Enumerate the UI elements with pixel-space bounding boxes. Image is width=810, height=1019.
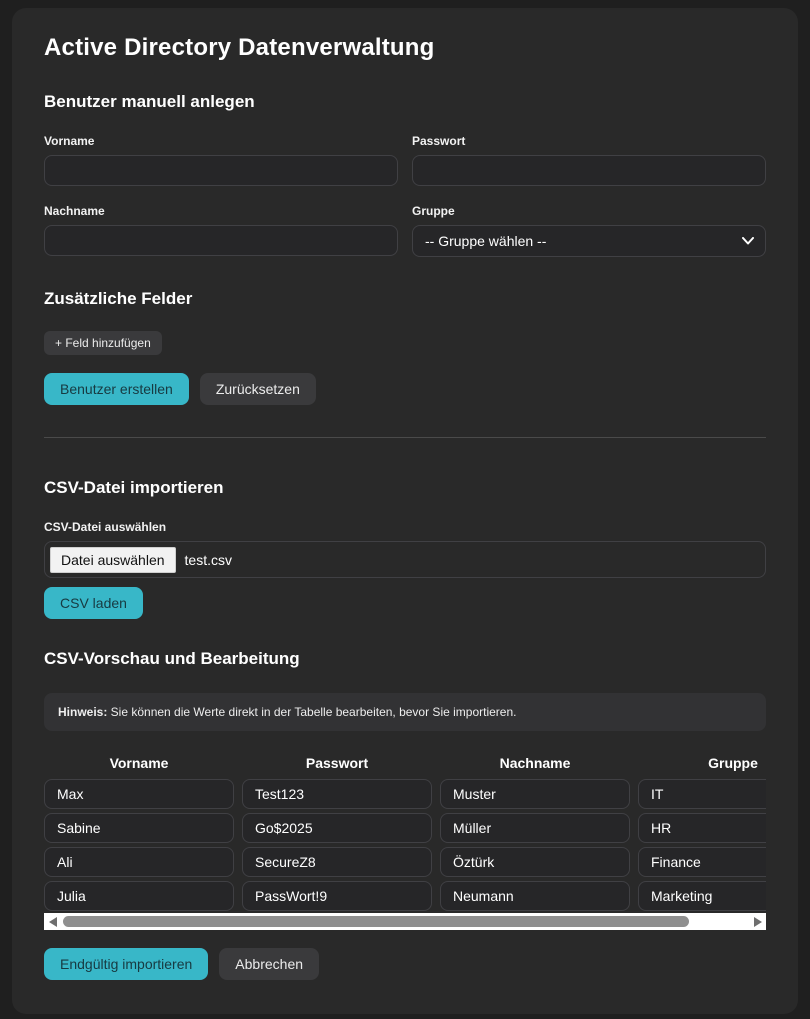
page-title: Active Directory Datenverwaltung bbox=[44, 34, 435, 61]
horizontal-scrollbar[interactable] bbox=[44, 913, 766, 930]
arrow-right-icon bbox=[754, 917, 762, 927]
csv-file-input[interactable] bbox=[44, 541, 766, 578]
vorname-label: Vorname bbox=[44, 134, 95, 148]
add-field-button[interactable]: + Feld hinzufügen bbox=[44, 331, 162, 355]
table-cell-input[interactable] bbox=[242, 813, 432, 843]
scroll-right-button[interactable] bbox=[749, 913, 766, 930]
arrow-left-icon bbox=[49, 917, 57, 927]
gruppe-select[interactable] bbox=[412, 225, 766, 257]
choose-file-button[interactable]: Datei auswählen bbox=[50, 547, 176, 573]
main-card bbox=[12, 8, 798, 1014]
chosen-file-name: test.csv bbox=[184, 551, 232, 568]
nachname-field bbox=[44, 204, 398, 257]
vorname-input[interactable] bbox=[44, 155, 398, 186]
final-import-button[interactable]: Endgültig importieren bbox=[44, 948, 208, 980]
column-header-gruppe: Gruppe bbox=[708, 755, 758, 771]
table-cell-input[interactable] bbox=[44, 847, 234, 877]
extra-fields-heading: Zusätzliche Felder bbox=[44, 289, 193, 308]
column-header-nachname: Nachname bbox=[499, 755, 571, 771]
table-cell-input[interactable] bbox=[638, 813, 766, 843]
cancel-button[interactable]: Abbrechen bbox=[219, 948, 319, 980]
passwort-label: Passwort bbox=[412, 134, 466, 148]
csv-file-label: CSV-Datei auswählen bbox=[44, 520, 167, 534]
scrollbar-thumb[interactable] bbox=[63, 916, 689, 927]
table-cell-input[interactable] bbox=[44, 779, 234, 809]
hint-box bbox=[44, 693, 766, 731]
table-cell-input[interactable] bbox=[242, 881, 432, 911]
gruppe-field bbox=[412, 204, 766, 257]
gruppe-label: Gruppe bbox=[412, 204, 455, 218]
passwort-field bbox=[412, 134, 766, 186]
scrollbar-track[interactable] bbox=[61, 913, 749, 930]
table-cell-input[interactable] bbox=[638, 881, 766, 911]
manual-user-form bbox=[44, 134, 766, 257]
nachname-label: Nachname bbox=[44, 204, 105, 218]
create-user-button[interactable]: Benutzer erstellen bbox=[44, 373, 189, 405]
csv-load-button[interactable]: CSV laden bbox=[44, 587, 143, 619]
column-header-passwort: Passwort bbox=[305, 755, 369, 771]
table-cell-input[interactable] bbox=[440, 813, 630, 843]
csv-import-heading: CSV-Datei importieren bbox=[44, 478, 224, 497]
csv-preview-table-viewport bbox=[44, 753, 766, 911]
table-cell-input[interactable] bbox=[242, 779, 432, 809]
table-cell-input[interactable] bbox=[440, 881, 630, 911]
manual-section-heading: Benutzer manuell anlegen bbox=[44, 92, 255, 111]
table-cell-input[interactable] bbox=[242, 847, 432, 877]
table-cell-input[interactable] bbox=[44, 881, 234, 911]
table-cell-input[interactable] bbox=[638, 779, 766, 809]
column-header-vorname: Vorname bbox=[109, 755, 169, 771]
table-cell-input[interactable] bbox=[44, 813, 234, 843]
hint-text: Sie können die Werte direkt in der Tabelle bearbeiten, bevor Sie importieren. bbox=[107, 705, 517, 719]
passwort-input[interactable] bbox=[412, 155, 766, 186]
vorname-field bbox=[44, 134, 398, 186]
reset-button[interactable]: Zurücksetzen bbox=[200, 373, 316, 405]
scroll-left-button[interactable] bbox=[44, 913, 61, 930]
nachname-input[interactable] bbox=[44, 225, 398, 256]
csv-preview-table bbox=[44, 753, 766, 911]
hint-label: Hinweis: bbox=[58, 705, 108, 719]
section-divider bbox=[44, 437, 766, 438]
table-cell-input[interactable] bbox=[638, 847, 766, 877]
table-cell-input[interactable] bbox=[440, 779, 630, 809]
csv-preview-heading: CSV-Vorschau und Bearbeitung bbox=[44, 649, 300, 668]
table-cell-input[interactable] bbox=[440, 847, 630, 877]
